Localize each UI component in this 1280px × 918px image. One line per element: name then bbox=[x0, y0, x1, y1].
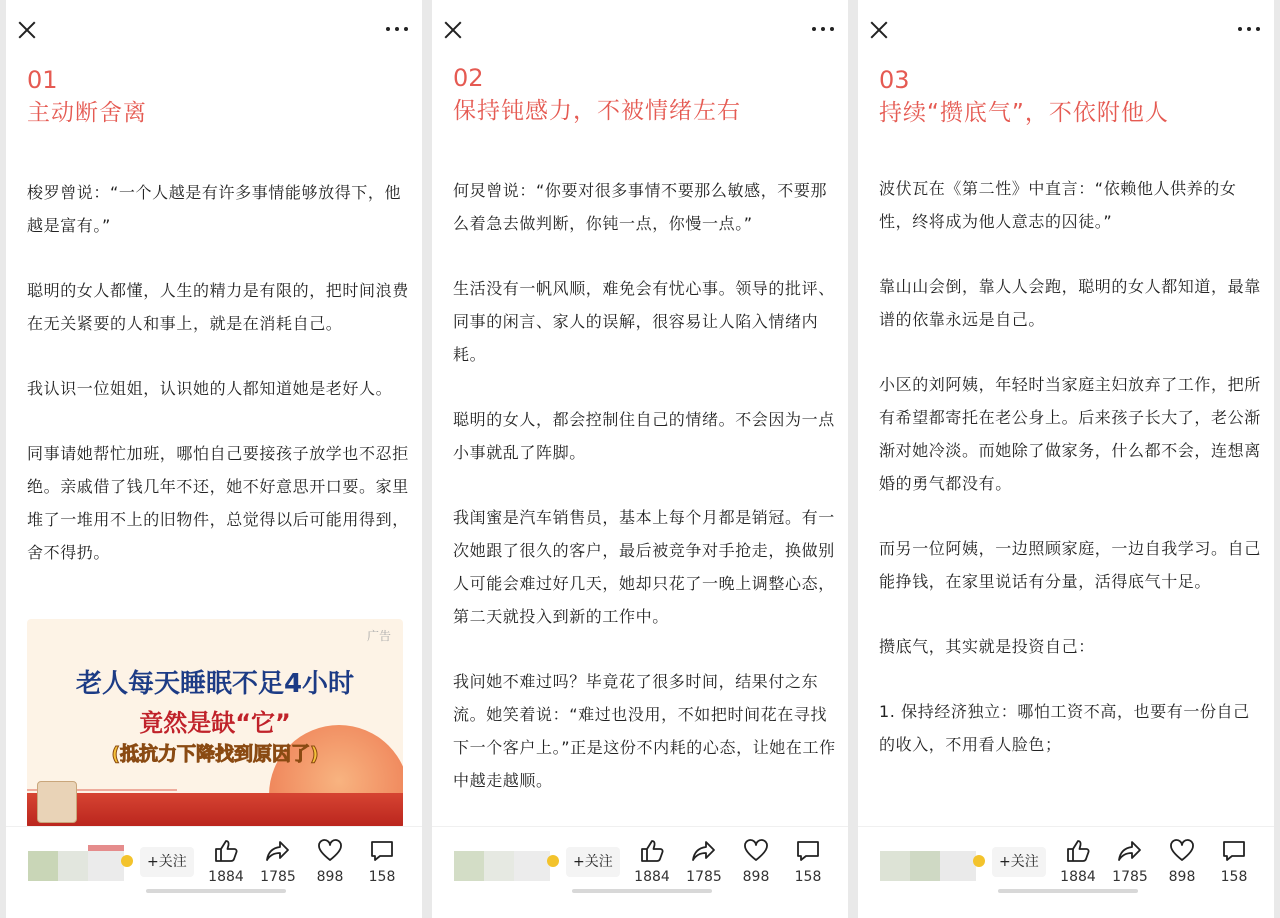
section-number: 01 bbox=[27, 66, 58, 94]
article-content bbox=[453, 64, 836, 829]
comment-button[interactable] bbox=[360, 839, 404, 885]
ad-label[interactable]: 广告 bbox=[366, 629, 391, 643]
ad-tagline: (抵抗力下降找到原因了) bbox=[111, 743, 319, 765]
bottom-action-bar bbox=[432, 826, 848, 901]
paragraph: 我认识一位姐姐，认识她的人都知道她是老好人。 bbox=[27, 379, 393, 398]
paragraph: 小区的刘阿姨，年轻时当家庭主妇放弃了工作，把所有希望都寄托在老公身上。后来孩子长大了，老公渐渐对她冷淡。而她除了做家务，什么都不会，连想离婚的勇气都没有。 bbox=[879, 375, 1261, 493]
follow-button[interactable]: +关注 bbox=[566, 847, 620, 877]
author-avatar[interactable] bbox=[454, 837, 550, 881]
heart-icon bbox=[743, 839, 769, 863]
section-heading: 持续“攒底气”，不依附他人 bbox=[879, 100, 1169, 126]
follow-button[interactable]: +关注 bbox=[140, 847, 194, 877]
share-count: 1785 bbox=[686, 869, 722, 885]
ad-red-ribbon bbox=[27, 793, 403, 829]
heart-icon bbox=[1169, 839, 1195, 863]
paragraph: 同事请她帮忙加班，哪怕自己要接孩子放学也不忍拒绝。亲戚借了钱几年不还，她不好意思开口要。家里堆了一堆用不上的旧物件，总觉得以后可能用得到，舍不得扔。 bbox=[27, 444, 409, 562]
article-content bbox=[27, 66, 410, 601]
article-panel-3 bbox=[858, 0, 1274, 918]
ad-headline: 老人每天睡眠不足4小时 bbox=[75, 669, 355, 699]
close-icon[interactable] bbox=[444, 21, 462, 39]
verified-badge-icon bbox=[973, 855, 985, 867]
like-count: 1884 bbox=[634, 869, 670, 885]
share-count: 1785 bbox=[260, 869, 296, 885]
section-heading: 主动断舍离 bbox=[27, 100, 147, 126]
paragraph: 我问她不难过吗？毕竟花了很多时间，结果付之东流。她笑着说：“难过也没用，不如把时间花在寻找下一个客户上。”正是这份不内耗的心态，让她在工作中越走越顺。 bbox=[453, 672, 836, 790]
bottom-action-bar bbox=[6, 826, 422, 901]
ad-banner[interactable] bbox=[27, 619, 403, 829]
section-number: 02 bbox=[453, 64, 484, 92]
medicine-jar-image bbox=[37, 781, 77, 823]
like-button[interactable] bbox=[630, 839, 674, 885]
article-panel-1 bbox=[6, 0, 422, 918]
close-icon[interactable] bbox=[18, 21, 36, 39]
like-button[interactable] bbox=[204, 839, 248, 885]
close-icon[interactable] bbox=[870, 21, 888, 39]
favorite-count: 898 bbox=[316, 869, 344, 885]
article-content bbox=[879, 66, 1262, 793]
more-options-icon[interactable] bbox=[386, 27, 408, 32]
paragraph: 我闺蜜是汽车销售员，基本上每个月都是销冠。有一次她跟了很久的客户，最后被竞争对手抢走，换做别人可能会难过好几天，她却只花了一晚上调整心态，第二天就投入到新的工作中。 bbox=[453, 508, 835, 626]
comment-button[interactable] bbox=[1212, 839, 1256, 885]
thumbs-up-icon bbox=[1065, 839, 1091, 863]
top-bar bbox=[858, 0, 1274, 60]
comment-button[interactable] bbox=[786, 839, 830, 885]
paragraph: 1. 保持经济独立：哪怕工资不高，也要有一份自己的收入，不用看人脸色； bbox=[879, 702, 1250, 754]
paragraph: 攒底气，其实就是投资自己： bbox=[879, 637, 1095, 656]
ad-subheadline: 竟然是缺“它” bbox=[139, 709, 291, 737]
paragraph: 何炅曾说：“你要对很多事情不要那么敏感，不要那么着急去做判断，你钝一点，你慢一点。” bbox=[453, 181, 828, 233]
top-bar bbox=[432, 0, 848, 60]
comment-count: 158 bbox=[368, 869, 396, 885]
comment-bubble-icon bbox=[369, 839, 395, 863]
comment-count: 158 bbox=[1220, 869, 1248, 885]
favorite-button[interactable] bbox=[734, 839, 778, 885]
paragraph: 靠山山会倒，靠人人会跑，聪明的女人都知道，最靠谱的依靠永远是自己。 bbox=[879, 277, 1261, 329]
share-arrow-icon bbox=[1117, 839, 1143, 863]
scroll-indicator bbox=[572, 889, 712, 893]
like-count: 1884 bbox=[1060, 869, 1096, 885]
share-button[interactable] bbox=[1108, 839, 1152, 885]
paragraph: 生活没有一帆风顺，难免会有忧心事。领导的批评、同事的闲言、家人的误解，很容易让人陷入情绪内耗。 bbox=[453, 279, 835, 364]
paragraph: 梭罗曾说：“一个人越是有许多事情能够放得下，他越是富有。” bbox=[27, 183, 402, 235]
author-avatar[interactable] bbox=[28, 837, 124, 881]
favorite-count: 898 bbox=[1168, 869, 1196, 885]
comment-count: 158 bbox=[794, 869, 822, 885]
comment-bubble-icon bbox=[795, 839, 821, 863]
share-count: 1785 bbox=[1112, 869, 1148, 885]
favorite-button[interactable] bbox=[308, 839, 352, 885]
like-button[interactable] bbox=[1056, 839, 1100, 885]
section-number: 03 bbox=[879, 66, 910, 94]
section-heading: 保持钝感力，不被情绪左右 bbox=[453, 98, 741, 124]
follow-button[interactable]: +关注 bbox=[992, 847, 1046, 877]
scroll-indicator bbox=[998, 889, 1138, 893]
more-options-icon[interactable] bbox=[1238, 27, 1260, 32]
thumbs-up-icon bbox=[213, 839, 239, 863]
paragraph: 而另一位阿姨，一边照顾家庭，一边自我学习。自己能挣钱，在家里说话有分量，活得底气十足。 bbox=[879, 539, 1261, 591]
verified-badge-icon bbox=[121, 855, 133, 867]
thumbs-up-icon bbox=[639, 839, 665, 863]
bottom-action-bar bbox=[858, 826, 1274, 901]
share-arrow-icon bbox=[691, 839, 717, 863]
paragraph: 波伏瓦在《第二性》中直言：“依赖他人供养的女性，终将成为他人意志的囚徒。” bbox=[879, 179, 1237, 231]
more-options-icon[interactable] bbox=[812, 27, 834, 32]
share-arrow-icon bbox=[265, 839, 291, 863]
paragraph: 聪明的女人，都会控制住自己的情绪。不会因为一点小事就乱了阵脚。 bbox=[453, 410, 835, 462]
share-button[interactable] bbox=[682, 839, 726, 885]
like-count: 1884 bbox=[208, 869, 244, 885]
heart-icon bbox=[317, 839, 343, 863]
author-avatar[interactable] bbox=[880, 837, 976, 881]
article-panel-2 bbox=[432, 0, 848, 918]
favorite-count: 898 bbox=[742, 869, 770, 885]
paragraph: 聪明的女人都懂，人生的精力是有限的，把时间浪费在无关紧要的人和事上，就是在消耗自己。 bbox=[27, 281, 409, 333]
verified-badge-icon bbox=[547, 855, 559, 867]
comment-bubble-icon bbox=[1221, 839, 1247, 863]
top-bar bbox=[6, 0, 422, 60]
favorite-button[interactable] bbox=[1160, 839, 1204, 885]
scroll-indicator bbox=[146, 889, 286, 893]
share-button[interactable] bbox=[256, 839, 300, 885]
